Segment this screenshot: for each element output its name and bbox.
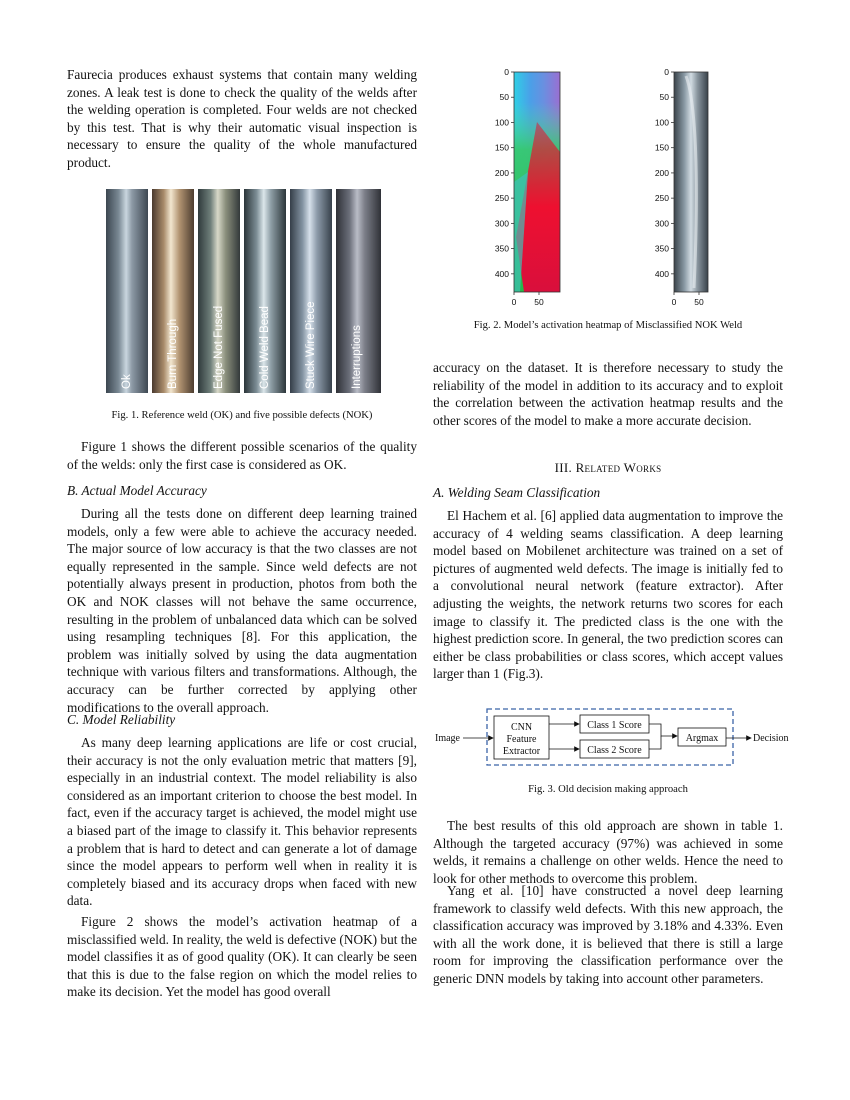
heatmap-y-tick-label: 100 [494,117,509,128]
section-a-heading: A. Welding Seam Classification [433,485,601,500]
yang-et-al-paragraph: Yang et al. [10] have constructed a novel deep learning framework to classify weld defects. With this new approach, the classification accuracy was improved by 3.18% and 4.33%. Even with all the work done, it is believed that there is still a large room for improving the classification performance over the generic DNN models by taking into account other parameters. [433,883,783,986]
cnn-label-line-1: CNN [510,722,533,733]
weld-x-ticks [672,292,704,307]
figure-3-caption: Fig. 3. Old decision making approach [528,784,688,795]
weld-image-edge-not-fused [198,189,240,393]
heatmap-y-tick-label: 50 [499,92,509,103]
weld-x-tick-label: 0 [671,297,677,307]
weld-y-tick-label: 350 [654,243,669,254]
image-input-label: Image [435,733,460,744]
heatmap-y-tick-label: 150 [494,142,509,153]
section-3-number: III. [554,460,576,475]
label-ok: Ok [121,374,133,389]
weld-y-ticks [655,67,674,279]
weld-image-burn-through [152,189,194,393]
heatmap-x-tick-label: 0 [511,297,517,307]
weld-image-stuck-wire-piece [290,189,332,393]
reliability-continuation: accuracy on the dataset. It is therefore necessary to study the reliability of the model in addition to its accuracy and to exploit the correlation between the activation heatmap results and the other scores of the model to make a more accurate decision. [433,360,783,428]
weld-y-tick-label: 250 [654,193,669,204]
class-1-score-label: Class 1 Score [587,720,642,731]
heatmap-y-ticks [495,67,514,279]
label-cold-weld-bead: Cold Weld Bead [259,306,271,389]
heatmap-x-ticks [512,292,544,307]
weld-y-tick-label: 0 [664,67,669,77]
weld-y-tick-label: 200 [654,167,669,178]
label-edge-not-fused: Edge Not Fused [213,305,225,389]
related-work-paragraph: El Hachem et al. [6] applied data augmentation to improve the accuracy of 4 welding seams classification. A deep learning model based on Mobilenet architecture was trained on a set of pictures of augmented weld defects. The image is initially fed to a convolutional neural network (feature extractor). After adjusting the weights, the network returns two scores for each image to classify it. The predicted class is the one with the highest prediction score. In general, the two prediction scores can either be class probabilities or class scores, which accept values larger than 1 (Fig.3). [433,508,783,682]
old-approach-results-paragraph: The best results of this old approach are shown in table 1. Although the targeted accuracy (97%) was achieved in some welds, it remains a challenge on other welds. Hence the need to look for other methods to overcome this problem. [433,818,783,886]
weld-y-tick-label: 300 [654,218,669,229]
weld-y-tick-label: 400 [654,268,669,279]
accuracy-paragraph: During all the tests done on different deep learning trained models, only a few were able to achieve the accuracy needed. The major source of low accuracy is that the two classes are not equally represented in the sample. Since weld defects are not potentially always present in production, photos from both the OK and NOK classes will not behave the same occurrence, resulting in the problem of unbalanced data which can be solved using resampling techniques [8]. For this application, the problem was initially solved by using the data augmentation technique with various filters and transformations. Although, the accuracy can be further corrected by applying other modifications to the overall approach. [67,506,417,715]
cnn-label-line-3: Extractor [502,746,541,757]
heatmap-y-tick-label: 200 [494,167,509,178]
figure-2-caption: Fig. 2. Model’s activation heatmap of Misclassified NOK Weld [473,320,743,331]
figure-1-weld-samples [106,189,381,393]
reliability-paragraph: As many deep learning applications are life or cost crucial, their accuracy is not the only evaluation metric that matters [9], especially in an industrial context. The model reliability is also considered as an important criterion to choose the best model. In fact, even if the accuracy target is achieved, the model might use a biased part of the image to classify it. This behavior represents a problem that is hard to detect and can generate a lot of damage since the model appears to perform well when in reality it is completely biased and its accuracy drops when faced with new data. [67,735,417,909]
section-b-heading: B. Actual Model Accuracy [67,483,207,498]
intro-paragraph: Faurecia produces exhaust systems that contain many welding zones. A leak test is done to check the quality of the welds after the welding operation is completed. Four welds are not checked by this test. That is why their automatic visual inspection is necessary to ensure the quality of the whole manufactured product. [67,67,417,170]
label-burn-through: Burn Through [167,318,179,389]
weld-y-tick-label: 50 [659,92,669,103]
section-c-heading: C. Model Reliability [67,712,176,727]
figure-1-caption: Fig. 1. Reference weld (OK) and five possible defects (NOK) [111,410,373,421]
argmax-label: Argmax [685,733,719,744]
label-stuck-wire-piece: Stuck Wire Piece [305,301,317,389]
heatmap-y-tick-label: 250 [494,193,509,204]
weld-image-interruptions [336,189,381,393]
figure-2-discussion: Figure 2 shows the model’s activation heatmap of a misclassified weld. In reality, the weld is defective (NOK) but the model classifies it as of good quality (OK). It can clearly be seen that this is due to the false region on which the model relies to make its decision. Yet the model has good overall [67,914,417,1000]
weld-image-panel [674,72,708,292]
section-3-title: Related Works [575,460,662,475]
heatmap-y-tick-label: 300 [494,218,509,229]
figure-1-discussion: Figure 1 shows the different possible scenarios of the quality of the welds: only the first case is considered as OK. [67,439,417,472]
figure-2-heatmaps [480,62,740,307]
heatmap-y-tick-label: 0 [504,67,509,77]
section-3-heading [433,460,783,476]
class-2-score-label: Class 2 Score [587,745,642,756]
label-interruptions: Interruptions [351,325,363,389]
weld-y-tick-label: 150 [654,142,669,153]
heatmap-y-tick-label: 350 [494,243,509,254]
heatmap-x-tick-label: 50 [534,297,544,307]
decision-output-label: Decision [753,733,789,744]
heatmap-y-tick-label: 400 [494,268,509,279]
weld-y-tick-label: 100 [654,117,669,128]
heatmap-panel [514,72,560,292]
weld-image-cold-weld-bead [244,189,286,393]
weld-x-tick-label: 50 [694,297,704,307]
cnn-label-line-2: Feature [506,734,537,745]
weld-image-ok [106,189,148,393]
figure-3-diagram [433,705,793,767]
